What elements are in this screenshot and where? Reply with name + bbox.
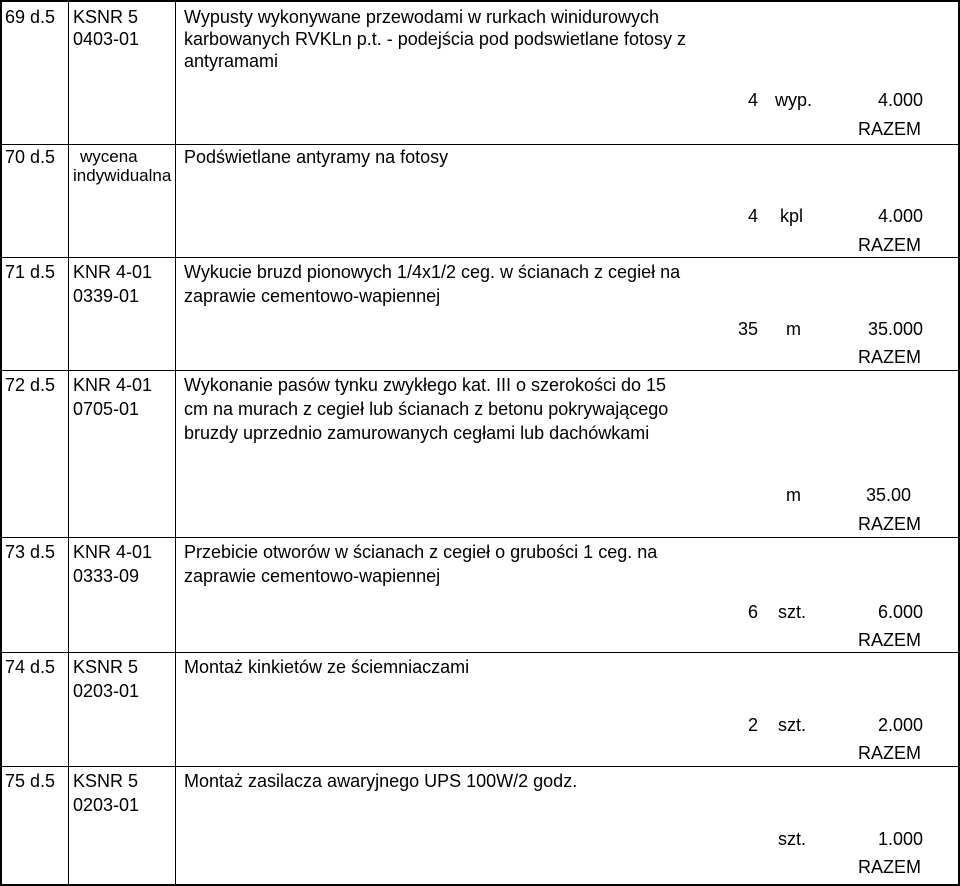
basis-code-line1: KSNR 5 <box>73 657 139 677</box>
quantity: 4 <box>748 206 759 226</box>
total-label: RAZEM <box>858 743 921 763</box>
table-border-left <box>0 0 2 886</box>
table-border-top <box>0 0 960 2</box>
total-value: 4.000 <box>878 90 924 110</box>
quantity: 4 <box>748 90 759 110</box>
basis-code-line2: 0339-01 <box>73 286 140 306</box>
quantity: 35 <box>738 319 759 339</box>
basis-code-line2: 0403-01 <box>73 29 140 49</box>
description-line: Wykonanie pasów tynku zwykłego kat. III o szerokości do 15 <box>184 375 667 395</box>
description-line: antyramami <box>184 51 279 71</box>
row-number: 74 d.5 <box>5 657 56 677</box>
description-line: cm na murach z cegieł lub ścianach z betonu pokrywającego <box>184 399 669 419</box>
row-divider <box>0 257 960 258</box>
row-divider <box>0 537 960 538</box>
unit: m <box>786 485 801 505</box>
description-line: Przebicie otworów w ścianach z cegieł o grubości 1 ceg. na <box>184 542 658 562</box>
total-label: RAZEM <box>858 235 921 255</box>
column-divider-2 <box>175 0 176 886</box>
unit: szt. <box>778 602 807 622</box>
basis-code-line1: KSNR 5 <box>73 771 139 791</box>
unit: wyp. <box>775 90 813 110</box>
row-divider <box>0 766 960 767</box>
description-line: bruzdy uprzednio zamurowanych cegłami lub dachówkami <box>184 423 650 443</box>
total-label: RAZEM <box>858 630 921 650</box>
description-line: zaprawie cementowo-wapiennej <box>184 566 441 586</box>
basis-code-line1: KSNR 5 <box>73 7 139 27</box>
basis-code-line2: 0705-01 <box>73 399 140 419</box>
total-value: 1.000 <box>878 829 924 849</box>
total-value: 35.000 <box>868 319 924 339</box>
quantity: 6 <box>748 602 759 622</box>
row-divider <box>0 370 960 371</box>
row-number: 75 d.5 <box>5 771 56 791</box>
description-line: Montaż zasilacza awaryjnego UPS 100W/2 godz. <box>184 771 578 791</box>
total-label: RAZEM <box>858 119 921 139</box>
description-line: Montaż kinkietów ze ściemniaczami <box>184 657 470 677</box>
row-number: 72 d.5 <box>5 375 56 395</box>
unit: szt. <box>778 715 807 735</box>
total-label: RAZEM <box>858 347 921 367</box>
total-label: RAZEM <box>858 857 921 877</box>
total-label: RAZEM <box>858 514 921 534</box>
description-line: karbowanych RVKLn p.t. - podejścia pod podswietlane fotosy z <box>184 29 686 49</box>
row-number: 69 d.5 <box>5 7 56 27</box>
total-value: 35.00 <box>866 485 912 505</box>
row-number: 70 d.5 <box>5 147 56 167</box>
row-number: 73 d.5 <box>5 542 56 562</box>
unit: m <box>786 319 801 339</box>
basis-code-line1: KNR 4-01 <box>73 262 153 282</box>
basis-code-line1: KNR 4-01 <box>73 542 153 562</box>
total-value: 2.000 <box>878 715 924 735</box>
description-line: Wypusty wykonywane przewodami w rurkach winidurowych <box>184 7 660 27</box>
total-value: 4.000 <box>878 206 924 226</box>
basis-code-line2: 0333-09 <box>73 566 140 586</box>
description-line: Podświetlane antyramy na fotosy <box>184 147 449 167</box>
quantity: 2 <box>748 715 759 735</box>
unit: szt. <box>778 829 807 849</box>
basis-code-line2: 0203-01 <box>73 795 140 815</box>
basis-code-line2: indywidualna <box>73 166 172 185</box>
basis-code-line2: 0203-01 <box>73 681 140 701</box>
description-line: zaprawie cementowo-wapiennej <box>184 286 441 306</box>
row-divider <box>0 144 960 145</box>
row-divider <box>0 652 960 653</box>
unit: kpl <box>780 206 804 226</box>
column-divider-1 <box>68 0 69 886</box>
basis-code-line1: wycena <box>80 147 138 166</box>
total-value: 6.000 <box>878 602 924 622</box>
description-line: Wykucie bruzd pionowych 1/4x1/2 ceg. w ścianach z cegieł na <box>184 262 681 282</box>
row-number: 71 d.5 <box>5 262 56 282</box>
basis-code-line1: KNR 4-01 <box>73 375 153 395</box>
